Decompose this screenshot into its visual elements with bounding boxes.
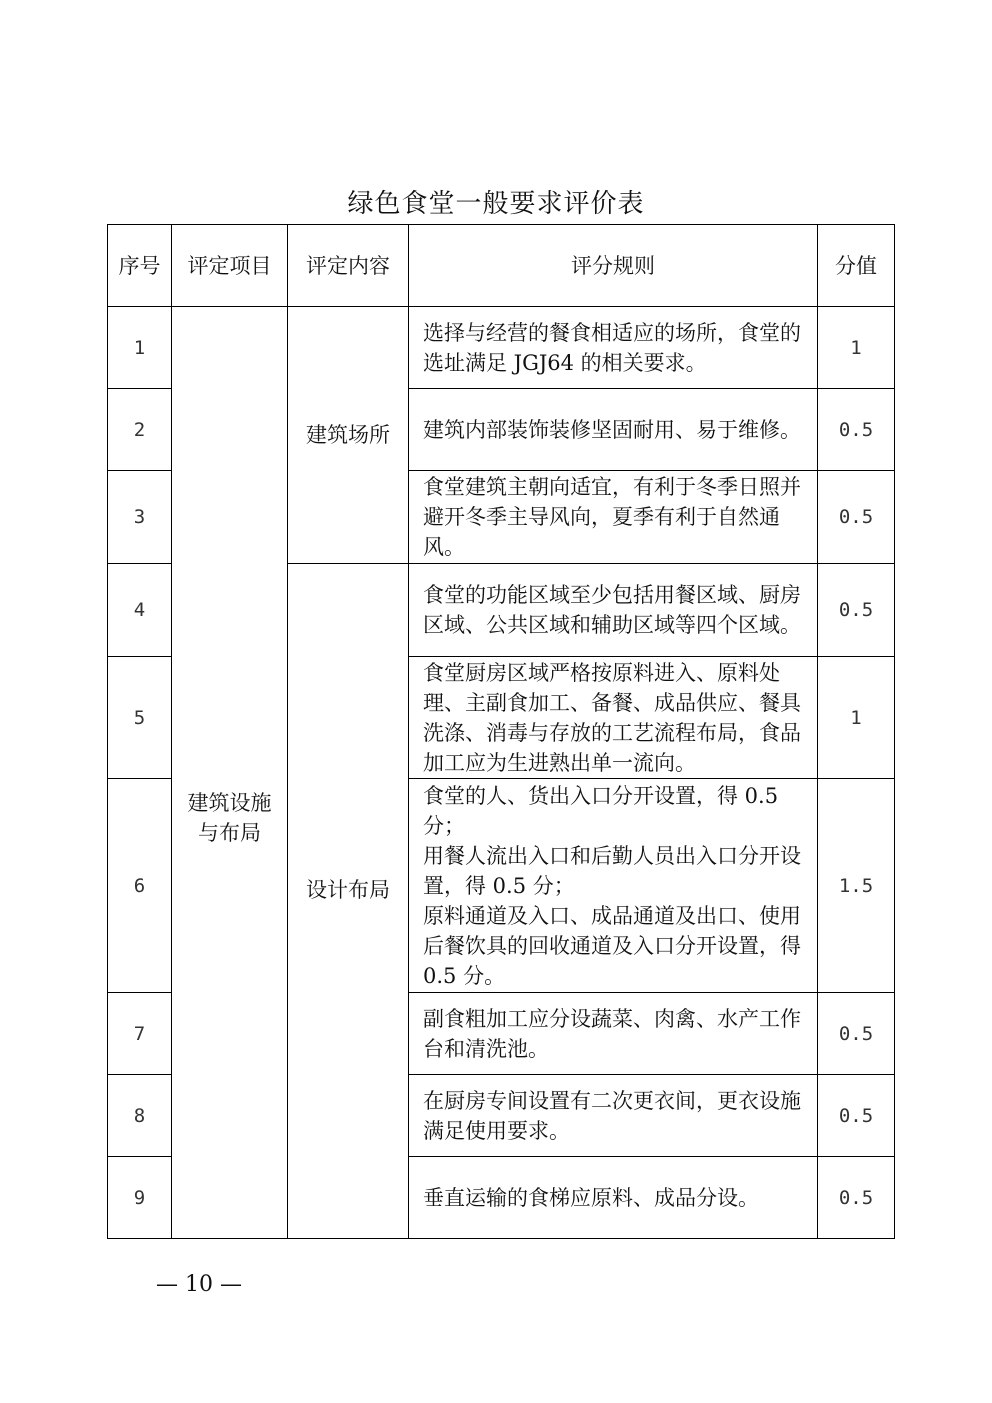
header-no: 序号 [108,225,172,307]
row-rule: 食堂建筑主朝向适宜，有利于冬季日照并避开冬季主导风向，夏季有利于自然通风。 [409,471,818,564]
group-layout-cell [288,564,409,1239]
row-no: 3 [108,471,172,564]
table-header-row [108,225,895,307]
row-rule: 食堂的功能区域至少包括用餐区域、厨房区域、公共区域和辅助区域等四个区域。 [409,564,818,657]
row-score: 0.5 [818,471,895,564]
row-rule: 副食粗加工应分设蔬菜、肉禽、水产工作台和清洗池。 [409,993,818,1075]
row-score: 0.5 [818,993,895,1075]
row-rule: 选择与经营的餐食相适应的场所，食堂的选址满足 JGJ64 的相关要求。 [409,307,818,389]
row-no: 9 [108,1157,172,1239]
row-score: 0.5 [818,564,895,657]
group-layout-label: 设计布局 [306,878,390,902]
row-no: 1 [108,307,172,389]
header-rule: 评分规则 [409,225,818,307]
row-rule: 食堂厨房区域严格按原料进入、原料处理、主副食加工、备餐、成品供应、餐具洗涤、消毒与存放的工艺流程布局，食品加工应为生进熟出单一流向。 [409,657,818,779]
row-score: 0.5 [818,1075,895,1157]
row-score: 1 [818,307,895,389]
row-rule: 在厨房专间设置有二次更衣间，更衣设施满足使用要求。 [409,1075,818,1157]
row-score: 0.5 [818,389,895,471]
evaluation-table [107,224,895,1239]
row-no: 7 [108,993,172,1075]
group-site-cell: 建筑场所 [288,307,409,564]
category-label: 建筑设施 与布局 [187,790,272,845]
row-rule: 建筑内部装饰装修坚固耐用、易于维修。 [409,389,818,471]
row-no: 2 [108,389,172,471]
row-score: 1 [818,657,895,779]
header-content: 评定内容 [288,225,409,307]
row-no: 5 [108,657,172,779]
row-score: 1.5 [818,779,895,993]
row-no: 4 [108,564,172,657]
page-title: 绿色食堂一般要求评价表 [347,189,645,219]
row-no: 8 [108,1075,172,1157]
category-cell [172,307,288,1239]
page-number: — 10 — [156,1272,242,1297]
row-score: 0.5 [818,1157,895,1239]
table-row [108,307,895,389]
row-rule: 食堂的人、货出入口分开设置，得 0.5 分； 用餐人流出入口和后勤人员出入口分开设置，得 0.5 分； 原料通道及入口、成品通道及出口、使用后餐饮具的回收通道及入口分开设置，得 0.5 分。 [409,779,818,993]
header-score: 分值 [818,225,895,307]
row-rule: 垂直运输的食梯应原料、成品分设。 [409,1157,818,1239]
header-item: 评定项目 [172,225,288,307]
row-no: 6 [108,779,172,993]
